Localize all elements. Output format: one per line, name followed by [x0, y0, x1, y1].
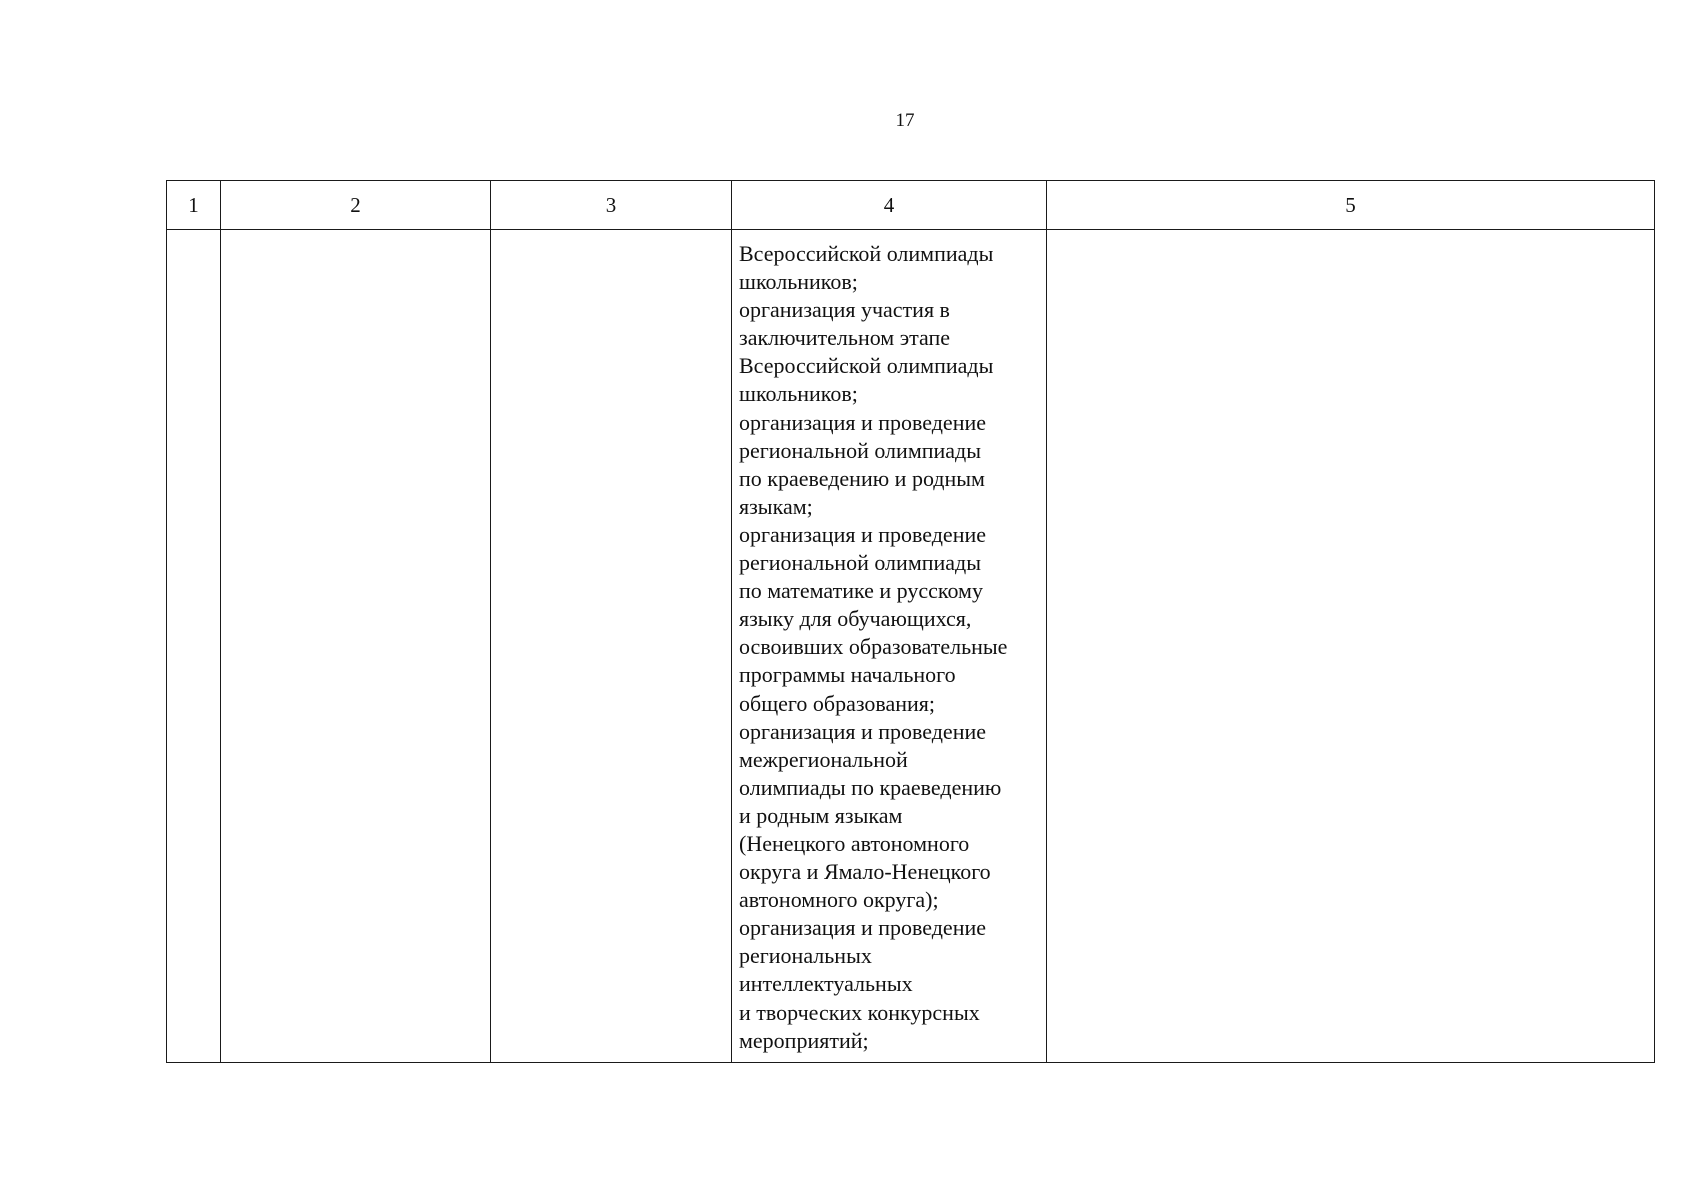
text-line: школьников;: [739, 381, 858, 407]
text-line: организация и проведение: [739, 521, 987, 547]
header-cell-3: 3: [491, 181, 732, 230]
text-line: межрегиональной: [739, 746, 908, 772]
text-line: организация участия в: [739, 297, 950, 323]
body-cell-5: [1047, 230, 1655, 1063]
header-cell-5: 5: [1047, 181, 1655, 230]
text-line: Всероссийской олимпиады: [739, 241, 994, 266]
text-line: региональной олимпиады: [739, 550, 982, 576]
document-table: [166, 180, 1655, 1063]
text-line: заключительном этапе: [739, 325, 951, 351]
header-cell-1: 1: [167, 181, 221, 230]
text-line: языкам;: [739, 493, 813, 519]
text-line: организация и проведение: [739, 915, 987, 941]
body-cell-2: [221, 230, 491, 1063]
text-line: освоивших образовательные: [739, 634, 1008, 660]
text-line: программы начального: [739, 662, 956, 688]
text-line: по математике и русскому: [739, 578, 983, 604]
table-row: [167, 230, 1655, 1063]
text-line: организация и проведение: [739, 718, 987, 744]
text-line: и родным языкам: [739, 802, 903, 828]
text-line: организация и проведение: [739, 409, 987, 435]
body-cell-4: [732, 230, 1047, 1063]
text-line: мероприятий;: [739, 1027, 869, 1053]
header-cell-2: 2: [221, 181, 491, 230]
table-header-row: [167, 181, 1655, 230]
body-cell-1: [167, 230, 221, 1063]
text-line: языку для обучающихся,: [739, 606, 972, 632]
text-line: автономного округа);: [739, 887, 939, 913]
text-line: Всероссийской олимпиады: [739, 353, 994, 379]
activities-text: [732, 230, 1046, 1055]
text-line: по краеведению и родным: [739, 465, 985, 491]
body-cell-3: [491, 230, 732, 1063]
text-line: округа и Ямало-Ненецкого: [739, 859, 991, 885]
text-line: олимпиады по краеведению: [739, 774, 1002, 800]
text-line: общего образования;: [739, 690, 936, 716]
page-number: 17: [895, 110, 915, 131]
text-line: школьников;: [739, 269, 858, 295]
text-line: (Ненецкого автономного: [739, 830, 970, 856]
text-line: региональной олимпиады: [739, 437, 982, 463]
text-line: региональных: [739, 943, 872, 969]
text-line: интеллектуальных: [739, 971, 913, 997]
header-cell-4: 4: [732, 181, 1047, 230]
text-line: и творческих конкурсных: [739, 999, 980, 1025]
